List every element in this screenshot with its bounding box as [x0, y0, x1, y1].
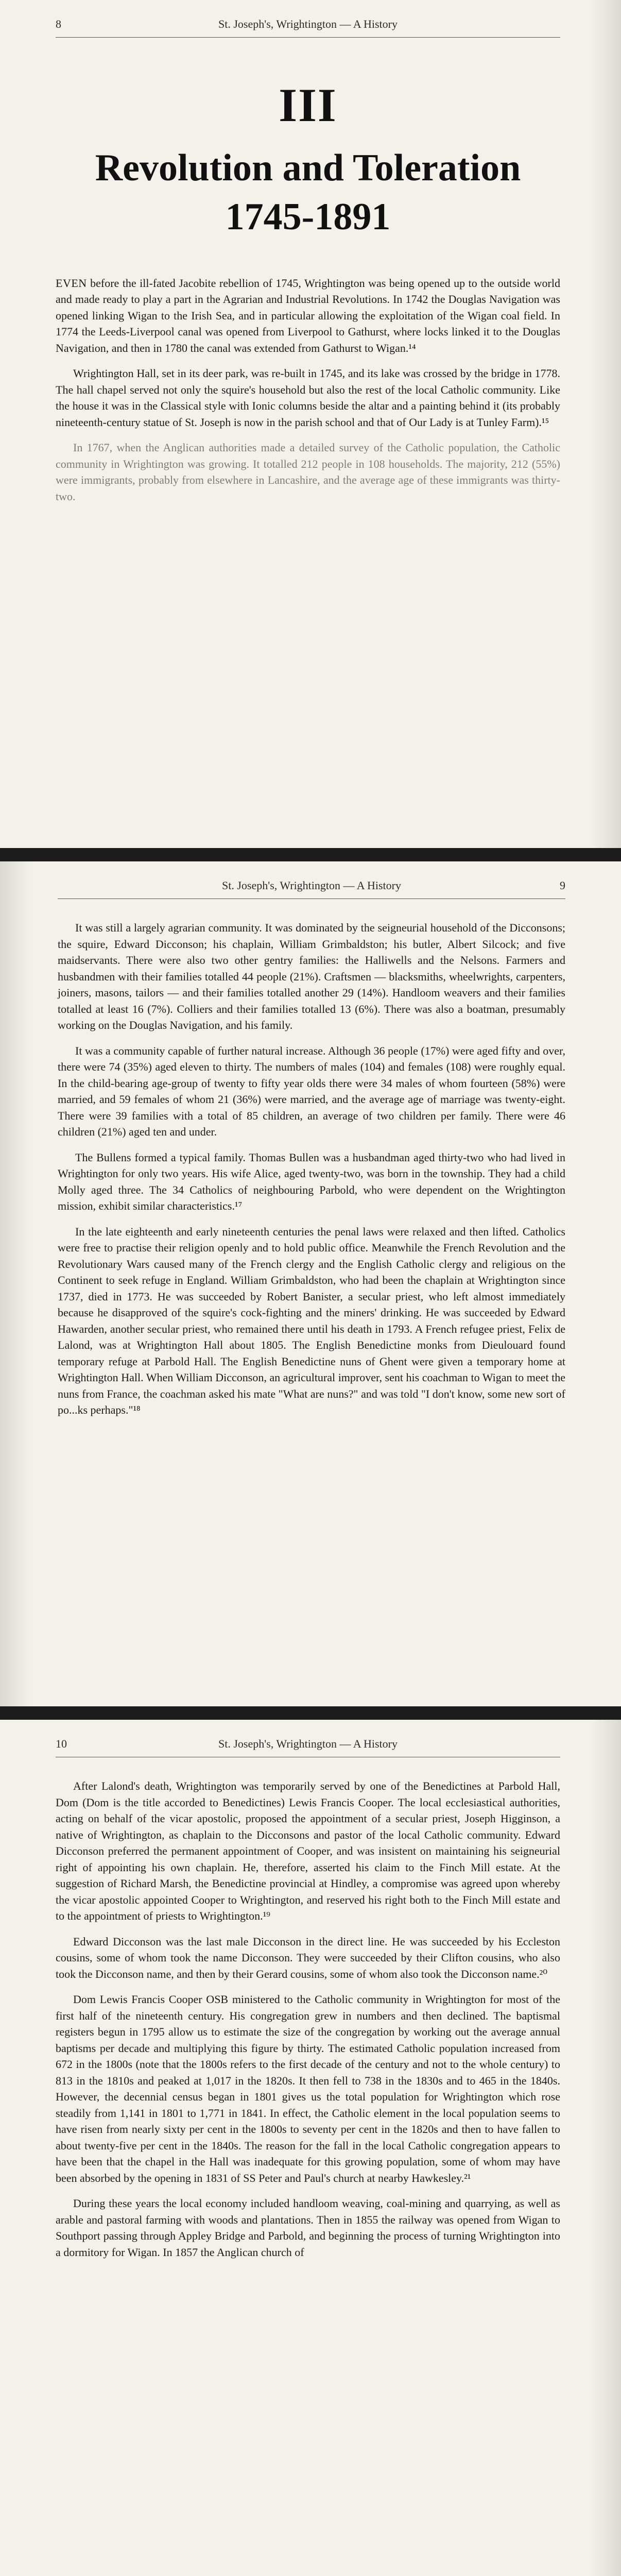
running-head-title: St. Joseph's, Wrightington — A History [218, 18, 398, 30]
running-head-title: St. Joseph's, Wrightington — A History [218, 1737, 398, 1750]
paragraph: After Lalond's death, Wrightington was temporarily served by one of the Benedictines at Parbold Hall, Dom (Dom is the title accorded to Benedictines) Lewis Francis Cooper. The local ecclesiastical authorities, acting on behalf of the vicar apostolic, proposed the appointment of a secular priest, Joseph Higginson, a native of Wrightington, as chaplain to the Dicconsons and pastor of the local Catholic community. Edward Dicconson preferred the permanent appointment of Cooper, and was insistent on maintaining his seigneurial right of appointing his own chaplain. He, therefore, asserted his claim to the Finch Mill estate. At the suggestion of Richard Marsh, the Benedictine provincial at Hindley, a compromise was agreed upon whereby the vicar apostolic appointed Cooper to Wrightington, and reserved his right both to the Finch Mill estate and to the appointment of priests to Wrightington.¹⁹ [56, 1780, 560, 1922]
running-head [56, 18, 560, 38]
paragraph: In 1767, when the Anglican authorities made a detailed survey of the Catholic population, the Catholic community in Wrightington was growing. It totalled 212 people in 108 households. The majority, 212 (55%) were immigrants, probably from elsewhere in Lancashire, and the average age of these immigrants was thirty-two. [56, 441, 560, 503]
paragraph: In the late eighteenth and early nineteenth centuries the penal laws were relaxed and then lifted. Catholics were free to practise their religion openly and to hold public office. Meanwhile the French Revolution and the Revolutionary Wars caused many of the French clergy and the English Catholic clergy and religious on the Continent to seek refuge in England. William Grimbaldston, who had been the chaplain at Wrightington since 1737, died in 1773. He was succeeded by Robert Banister, a secular priest, who left almost immediately because he disapproved of the squire's cock-fighting and the miners' drinking. He was succeeded by Edward Hawarden, another secular priest, who remained there until his death in 1793. A French refugee priest, Felix de Lalond, was at Wrightington Hall about 1805. The English Benedictine monks from Dieulouard found temporary refuge at Parbold Hall. The English Benedictine nuns of Ghent were given a temporary home at Wrightington Hall. When William Dicconson, an agricultural improver, sent his coachman to Wigan to meet the nuns from France, the coachman asked his mate "What are nuns?" and was told "I don't know, some new sort of po...ks perhaps."¹⁸ [58, 1225, 565, 1416]
paragraph: It was a community capable of further natural increase. Although 36 people (17%) were aged fifty and over, there were 74 (35%) aged eleven to thirty. The numbers of males (104) and females (108) were roughly equal. In the child-bearing age-group of twenty to fifty year olds there were 34 males of whom fourteen (58%) were married, and 59 females of whom 21 (36%) were married, and the average age of marriage was twenty-eight. There were 39 families with a total of 85 children, an average of two children per family. There were 46 children (21%) aged ten and under. [58, 1044, 565, 1138]
running-head [58, 879, 565, 899]
paragraph: Wrightington Hall, set in its deer park, was re-built in 1745, and its lake was crossed by the bridge in 1778. The hall chapel served not only the squire's household but also the rest of the local Catholic community. Like the house it was in the Classical style with Ionic columns beside the altar and a painting behind it (its probably nineteenth-century statue of St. Joseph is now in the parish school and that of Our Lady is at Tunley Farm).¹⁵ [56, 367, 560, 429]
paragraph: During these years the local economy included handloom weaving, coal-mining and quarrying, as well as arable and pastoral farming with woods and plantations. Then in 1855 the railway was opened from Wigan to Southport passing through Appley Bridge and Parbold, and beginning the process of turning Wrightington into a dormitory for Wigan. In 1857 the Anglican church of [56, 2197, 560, 2259]
page-number: 8 [56, 18, 61, 30]
book-page-8 [0, 0, 621, 848]
paragraph: Dom Lewis Francis Cooper OSB ministered to the Catholic community in Wrightington for most of the first half of the nineteenth century. His congregation grew in numbers and then declined. The baptismal registers begun in 1795 allow us to estimate the size of the congregation by working out the average annual baptisms per decade and multiplying this figure by thirty. The estimated Catholic population increased from 672 in the 1800s (note that the 1800s refers to the first decade of the century and not to the whole century) to 813 in the 1810s and peaked at 1,017 in the 1820s. It then fell to 738 in the 1830s and to 465 in the 1840s. However, the decennial census began in 1801 gives us the total population for Wrightington which rose steadily from 1,141 in 1801 to 1,771 in 1841. In effect, the Catholic element in the local population seems to have risen from nearly sixty per cent in the 1800s to seventy per cent in the 1820s and then to have fallen to about twenty-five per cent in the 1840s. The reason for the fall in the local Catholic congregation appears to have been that the chapel in the Hall was inadequate for this growing population, some of whom may have been absorbed by the opening in 1831 of SS Peter and Paul's church at nearby Hawkesley.²¹ [56, 1993, 560, 2184]
book-page-10 [0, 1720, 621, 2576]
chapter-title: Revolution and Toleration [95, 147, 521, 189]
page-number: 9 [560, 879, 565, 892]
paragraph: The Bullens formed a typical family. Thomas Bullen was a husbandman aged thirty-two who had lived in Wrightington for only two years. His wife Alice, aged twenty-two, was born in the township. They had a child Molly aged three. The 34 Catholics of neighbouring Parbold, who were dependent on the Wrightington mission, exhibit similar characteristics.¹⁷ [58, 1150, 565, 1212]
running-head [56, 1737, 560, 1757]
chapter-number: III [279, 79, 337, 131]
paragraph: EVEN before the ill-fated Jacobite rebellion of 1745, Wrightington was being opened up to the outside world and made ready to play a part in the Agrarian and Industrial Revolutions. In 1742 the Douglas Navigation was opened linking Wigan to the Irish Sea, and in particular allowing the exploitation of the Wigan coal field. In 1774 the Leeds-Liverpool canal was opened from Liverpool to Gathurst, where locks linked it to the Douglas Navigation, and then in 1780 the canal was extended from Gathurst to Wigan.¹⁴ [56, 276, 560, 354]
book-page-9 [0, 861, 621, 1706]
page-number: 10 [56, 1737, 67, 1750]
chapter-dates: 1745-1891 [225, 195, 391, 238]
running-head-title: St. Joseph's, Wrightington — A History [222, 879, 401, 892]
paragraph: It was still a largely agrarian community. It was dominated by the seigneurial household of the Dicconsons; the squire, Edward Dicconson; his chaplain, William Grimbaldston; his butler, Albert Silcock; and five maidservants. There were also two other gentry families: the Halliwells and the Nelsons. Farmers and husbandmen with their families totalled 44 people (21%). Craftsmen — blacksmiths, wheelwrights, carpenters, joiners, masons, tailors — and their families totalled another 29 (14%). Handloom weavers and their families totalled at least 16 (7%). Colliers and their families totalled 13 (6%). There was also a boatman, presumably working on the Douglas Navigation, and his family. [58, 921, 565, 1031]
paragraph: Edward Dicconson was the last male Dicconson in the direct line. He was succeeded by his Eccleston cousins, some of whom took the name Dicconson. They were succeeded by their Clifton cousins, who also took the Dicconson name, and then by their Gerard cousins, some of whom also took the Dicconson name.²⁰ [56, 1935, 560, 1980]
